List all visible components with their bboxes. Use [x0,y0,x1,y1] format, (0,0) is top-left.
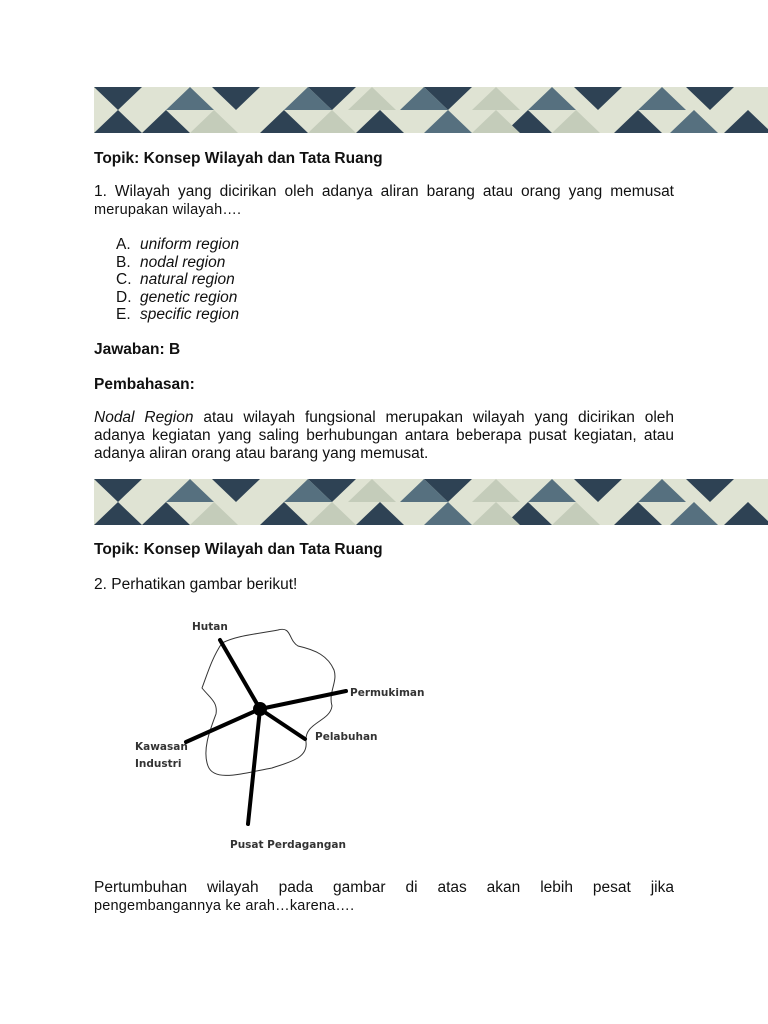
decorative-banner-top [94,87,768,133]
nodal-region-diagram [120,612,440,862]
central-node [253,702,267,716]
region-boundary [202,629,335,775]
triangle-pattern [94,87,768,133]
label-pusat-perdagangan: Pusat Perdagangan [230,839,346,851]
label-pelabuhan: Pelabuhan [315,731,378,743]
option-text: natural region [140,271,235,288]
discussion-heading: Pembahasan: [94,376,195,393]
triangle-pattern [94,479,768,525]
followup-line1: Pertumbuhan wilayah pada gambar di atas akan lebih pesat jika [94,879,674,896]
label-hutan: Hutan [192,621,228,633]
followup-line2: pengembangannya ke arah…karena…. [94,898,355,914]
spoke-pelabuhan [260,709,305,739]
option-e[interactable] [116,306,239,324]
label-permukiman: Permukiman [350,687,425,699]
spoke-perdagangan [248,709,260,824]
question-1-line1: 1. Wilayah yang dicirikan oleh adanya aliran barang atau orang yang memusat [94,183,674,200]
spoke-industri [186,709,260,742]
discussion-line3: adanya aliran orang atau barang yang memusat. [94,445,429,462]
option-letter: C. [116,271,132,288]
topic-heading-1: Topik: Konsep Wilayah dan Tata Ruang [94,150,383,167]
option-letter: B. [116,253,131,271]
question-2: 2. Perhatikan gambar berikut! [94,576,298,593]
question-1-line2: merupakan wilayah…. [94,202,242,218]
spoke-hutan [220,640,260,709]
label-kawasan: Kawasan [135,741,188,753]
label-industri: Industri [135,758,182,770]
discussion-line2: adanya kegiatan yang saling berhubungan antara beberapa pusat kegiatan, atau [94,427,674,444]
option-a[interactable] [116,236,239,254]
option-b[interactable] [116,254,239,272]
option-letter: E. [116,306,131,323]
option-letter: A. [116,236,131,253]
option-text: uniform region [140,236,240,253]
answer-key: Jawaban: B [94,341,181,358]
option-text: specific region [140,306,240,323]
spoke-permukiman [260,691,346,709]
decorative-banner-middle [94,479,768,525]
option-letter: D. [116,288,132,306]
discussion-term: Nodal Region [94,409,194,426]
option-text: nodal region [140,253,226,271]
answer-options-1 [116,236,239,324]
discussion-line1 [94,409,674,427]
option-d[interactable] [116,289,239,307]
option-c[interactable] [116,271,239,289]
topic-heading-2: Topik: Konsep Wilayah dan Tata Ruang [94,541,383,558]
option-text: genetic region [140,288,238,306]
discussion-line1-rest: atau wilayah fungsional merupakan wilayah yang dicirikan oleh [193,409,674,426]
